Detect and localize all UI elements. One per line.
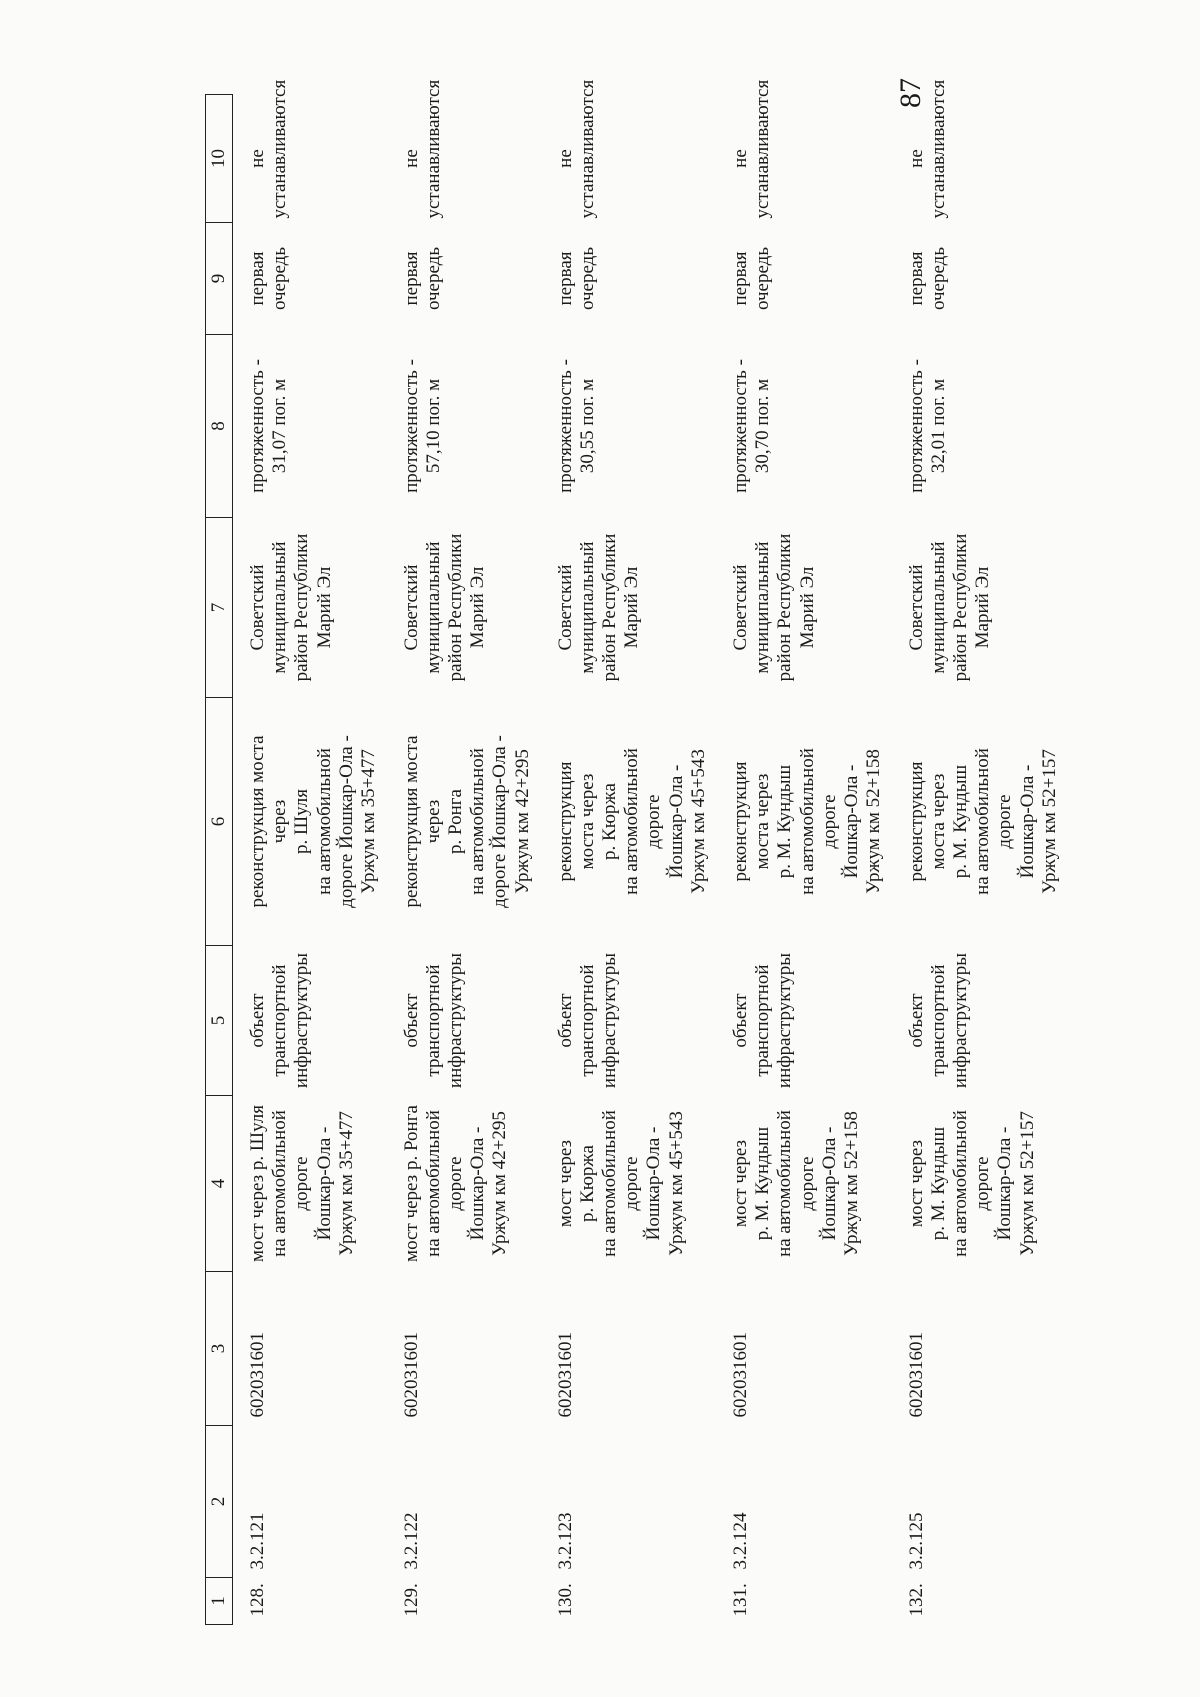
- special-zones: не устанавливаются: [905, 79, 949, 219]
- column-number-row: [206, 95, 233, 1625]
- oktmo-code: 602031601: [400, 1332, 422, 1418]
- table-row: [233, 95, 387, 1625]
- object-name: мост через р. Шуля на автомобильной дороге Йошкар-Ола - Уржум км 35+477: [247, 1105, 357, 1262]
- row-number: 131.: [730, 1583, 752, 1617]
- object-type: объект транспортной инфраструктуры: [905, 952, 971, 1089]
- column-header: 3: [206, 1272, 233, 1426]
- oktmo-code: 602031601: [554, 1332, 576, 1418]
- object-type: объект транспортной инфраструктуры: [247, 952, 313, 1089]
- table-row: [716, 95, 892, 1625]
- object-characteristics: протяженность - 30,70 пог. м: [730, 359, 774, 493]
- column-header: 9: [206, 223, 233, 335]
- column-header: 6: [206, 698, 233, 946]
- table-row: [892, 95, 1068, 1625]
- object-name: мост через р. Кюржа на автомобильной дороге Йошкар-Ола - Уржум км 45+543: [554, 1110, 687, 1257]
- object-location: Советский муниципальный район Республики Марий Эл: [905, 533, 994, 682]
- row-number: 128.: [247, 1583, 268, 1617]
- object-code: 3.2.125: [905, 1512, 927, 1570]
- special-zones: не устанавливаются: [730, 79, 774, 219]
- implementation-stage: первая очередь: [400, 247, 444, 311]
- column-header: 2: [206, 1426, 233, 1578]
- page-number: 87: [894, 78, 927, 108]
- oktmo-code: 602031601: [905, 1332, 927, 1418]
- oktmo-code: 602031601: [247, 1332, 268, 1418]
- column-header: 4: [206, 1096, 233, 1272]
- column-header: 1: [206, 1578, 233, 1625]
- object-location: Советский муниципальный район Республики Марий Эл: [730, 533, 818, 682]
- object-name: мост через р. М. Кундыш на автомобильной дороге Йошкар-Ола - Уржум км 52+158: [730, 1110, 863, 1257]
- special-zones: не устанавливаются: [554, 79, 598, 219]
- special-zones: не устанавливаются: [247, 79, 291, 219]
- implementation-stage: первая очередь: [247, 247, 291, 311]
- implementation-stage: первая очередь: [905, 247, 949, 311]
- column-header: 7: [206, 518, 233, 698]
- row-number: 129.: [400, 1583, 422, 1617]
- special-zones: не устанавливаются: [400, 79, 444, 219]
- object-location: Советский муниципальный район Республики Марий Эл: [400, 533, 489, 682]
- row-number: 130.: [554, 1583, 576, 1617]
- object-code: 3.2.124: [730, 1512, 752, 1570]
- object-purpose: реконструкция моста через р. Ронга на автомобильной дороге Йошкар-Ола - Уржум км 42+295: [400, 735, 533, 908]
- object-purpose: реконструкция моста через р. М. Кундыш на автомобильной дороге Йошкар-Ола - Уржум км 52+157: [905, 748, 1060, 895]
- implementation-stage: первая очередь: [554, 247, 598, 311]
- object-location: Советский муниципальный район Республики Марий Эл: [554, 533, 643, 682]
- object-characteristics: протяженность - 30,55 пог. м: [554, 359, 598, 493]
- object-code: 3.2.122: [400, 1512, 422, 1570]
- implementation-stage: первая очередь: [730, 247, 774, 311]
- object-type: объект транспортной инфраструктуры: [554, 952, 620, 1089]
- object-purpose: реконструкция моста через р. Шуля на автомобильной дороге Йошкар-Ола - Уржум км 35+477: [247, 735, 380, 908]
- column-header: 10: [206, 95, 233, 223]
- column-header: 8: [206, 335, 233, 518]
- oktmo-code: 602031601: [730, 1332, 752, 1418]
- row-number: 132.: [905, 1583, 927, 1617]
- table-row: [541, 95, 717, 1625]
- object-purpose: реконструкция моста через р. Кюржа на автомобильной дороге Йошкар-Ола - Уржум км 45+543: [554, 748, 709, 895]
- object-type: объект транспортной инфраструктуры: [730, 952, 796, 1089]
- object-type: объект транспортной инфраструктуры: [400, 952, 466, 1089]
- object-characteristics: протяженность - 31,07 пог. м: [247, 359, 291, 493]
- object-purpose: реконструкция моста через р. М. Кундыш на автомобильной дороге Йошкар-Ола - Уржум км 52+158: [730, 748, 885, 895]
- object-characteristics: протяженность - 32,01 пог. м: [905, 359, 949, 493]
- object-code: 3.2.121: [247, 1512, 268, 1570]
- object-name: мост через р. Ронга на автомобильной дороге Йошкар-Ола - Уржум км 42+295: [400, 1105, 511, 1262]
- table-row: [387, 95, 541, 1625]
- object-name: мост через р. М. Кундыш на автомобильной дороге Йошкар-Ола - Уржум км 52+157: [905, 1110, 1038, 1257]
- column-header: 5: [206, 946, 233, 1096]
- object-characteristics: протяженность - 57,10 пог. м: [400, 359, 444, 493]
- object-code: 3.2.123: [554, 1512, 576, 1570]
- object-location: Советский муниципальный район Республики Марий Эл: [247, 533, 335, 682]
